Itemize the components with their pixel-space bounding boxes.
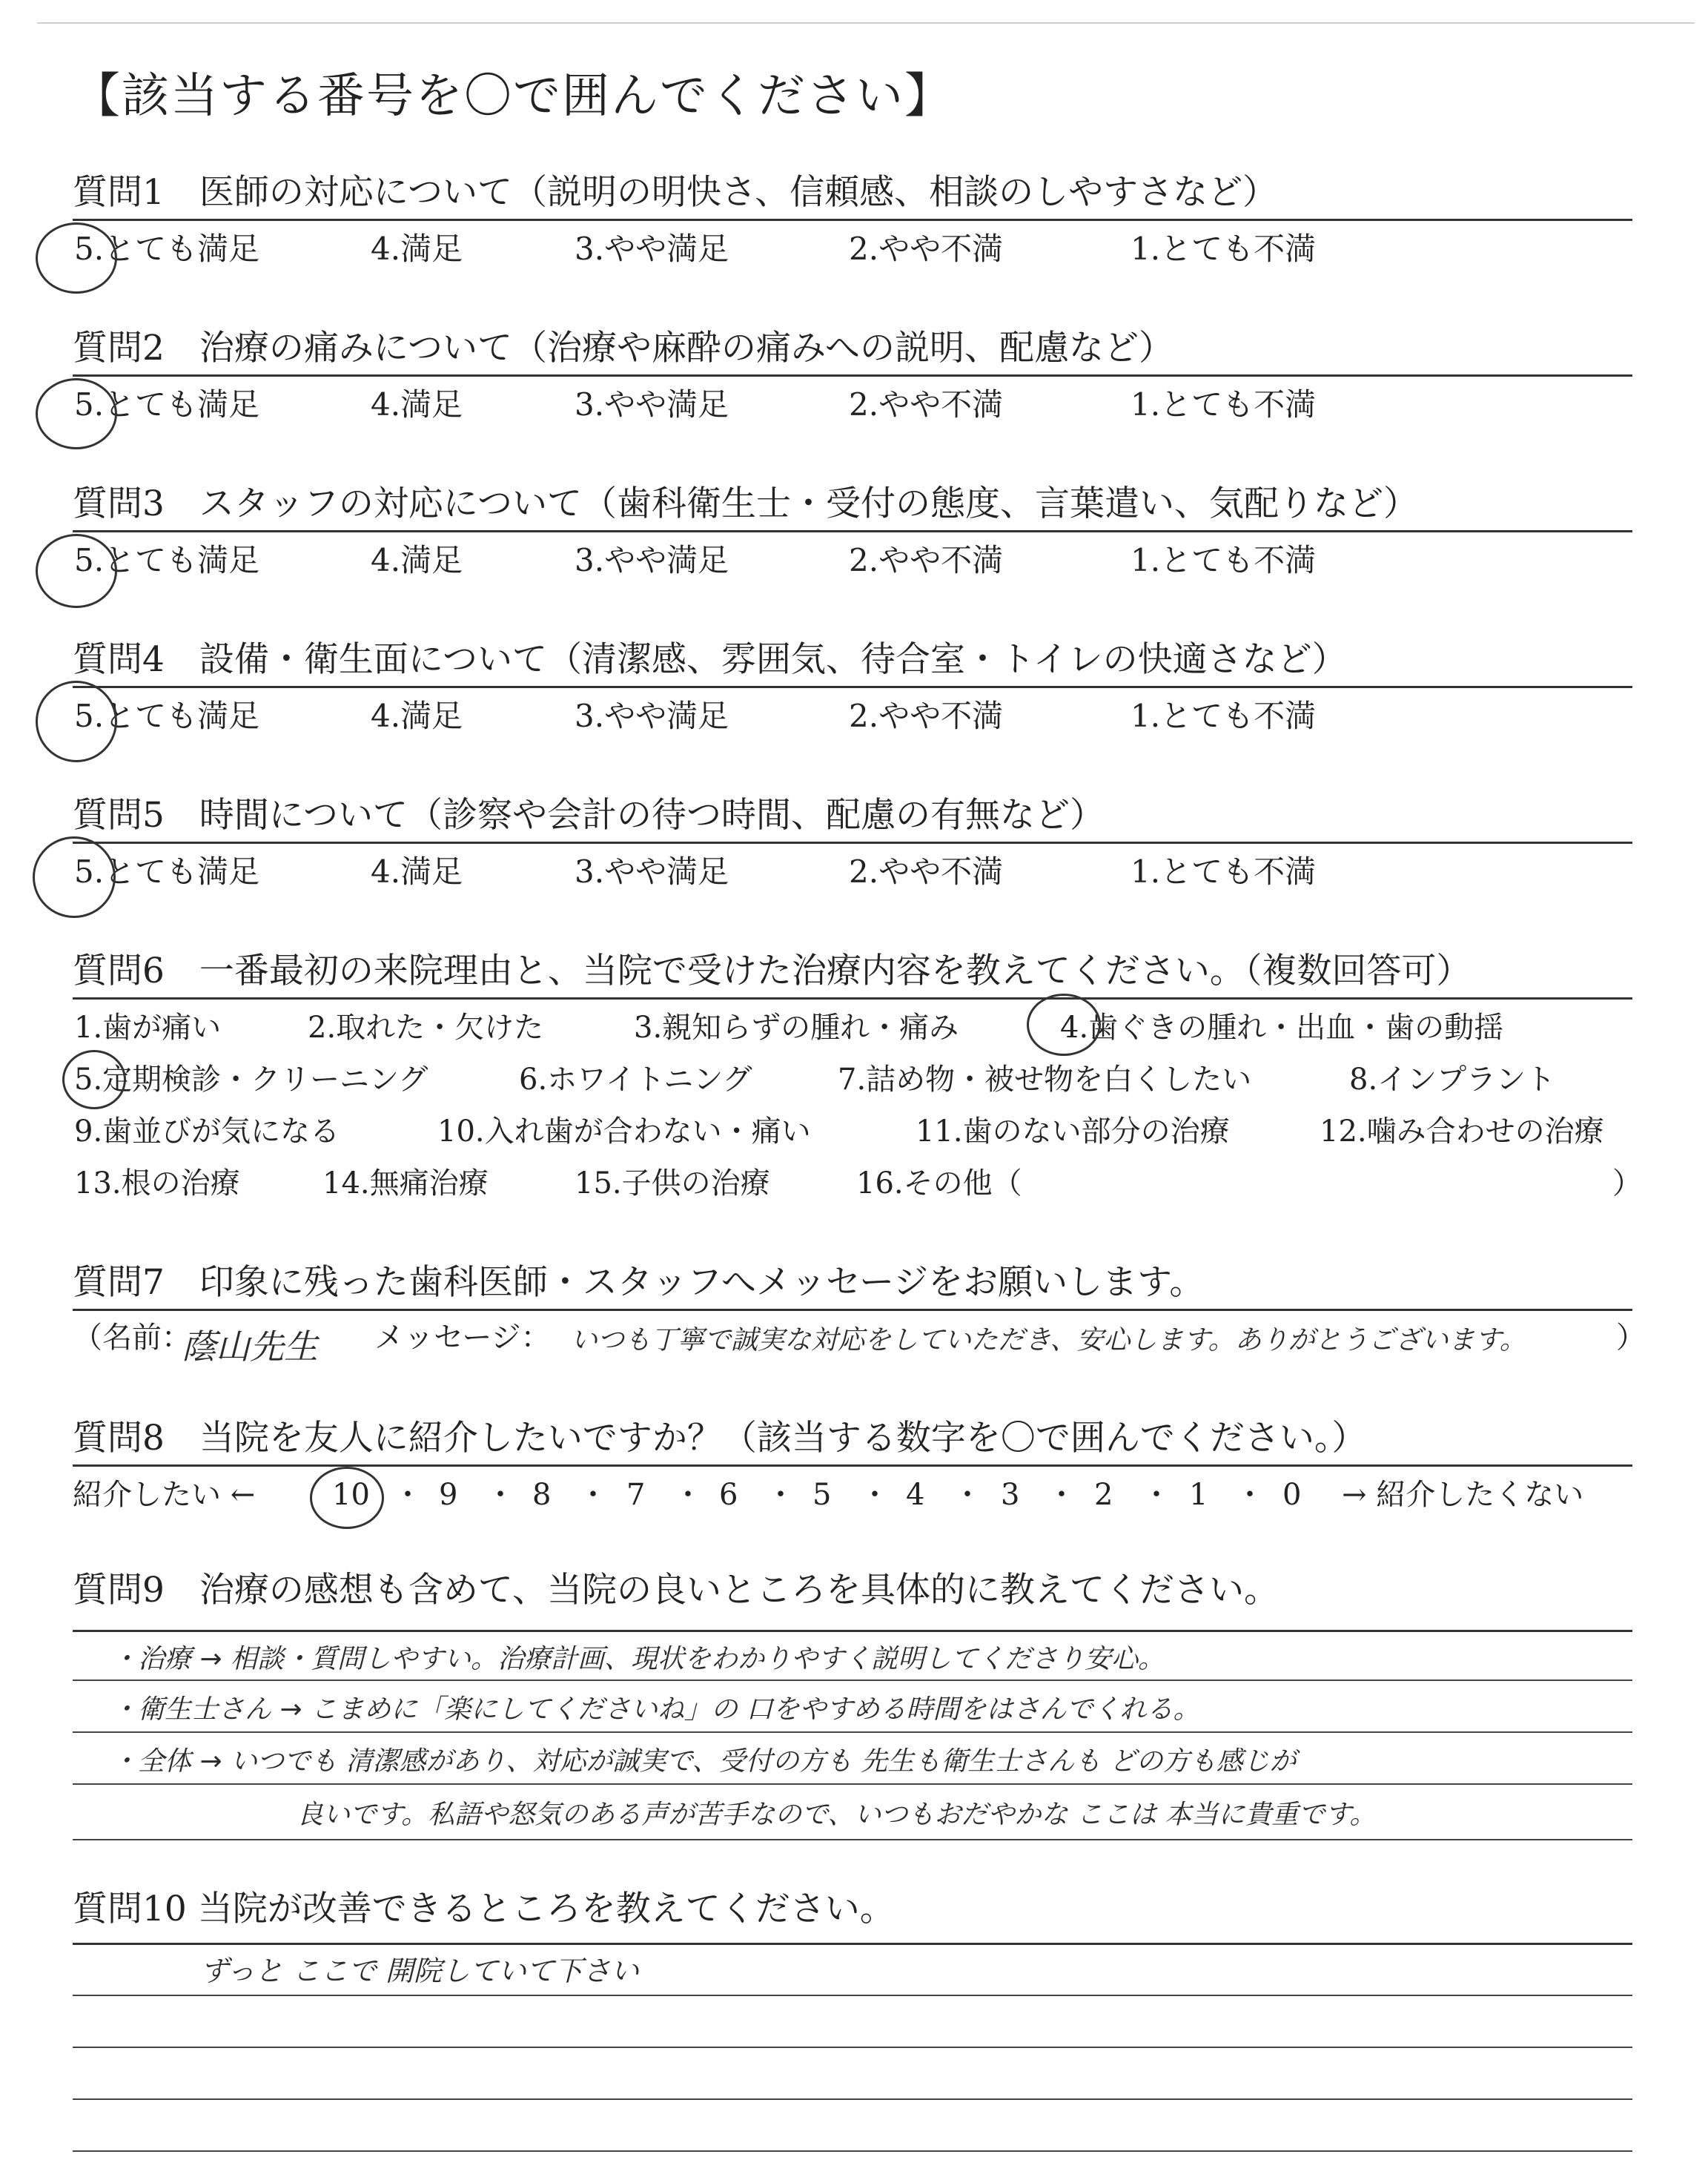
q5-option-4[interactable]: 4.満足 <box>371 853 463 890</box>
q3-option-1[interactable]: 1.とても不満 <box>1131 542 1317 578</box>
q3-option-5[interactable]: 5.とても満足 <box>74 542 260 578</box>
question-10-title: 質問10 当院が改善できるところを教えてください。 <box>73 1889 895 1929</box>
q1-option-3[interactable]: 3.やや満足 <box>575 231 729 267</box>
q3-selection-circle <box>36 534 117 608</box>
q8-scale-sep: ・ <box>860 1478 890 1512</box>
question-9-rule-4 <box>73 1783 1632 1785</box>
q6-option-16[interactable]: 16.その他（ <box>856 1166 1022 1200</box>
q6-option-5[interactable]: 5.定期検診・クリーニング <box>74 1063 428 1097</box>
q6-option-7[interactable]: 7.詰め物・被せ物を白くしたい <box>838 1063 1252 1097</box>
q6-option-16-close: ） <box>1612 1166 1642 1200</box>
q8-scale-sep: ・ <box>1142 1478 1171 1512</box>
question-8-title: 質問8 当院を友人に紹介したいですか？（該当する数字を〇で囲んでください。） <box>73 1418 1367 1459</box>
q2-selection-circle <box>36 378 117 449</box>
q9-answer-line-2[interactable]: ・衛生士さん → こまめに「楽にしてくださいね」の 口をやすめる時間をはさんでくれる。 <box>111 1694 1200 1725</box>
q7-name-label: （名前： <box>73 1321 191 1355</box>
q5-option-1[interactable]: 1.とても不満 <box>1131 853 1317 890</box>
q6-option-12[interactable]: 12.噛み合わせの治療 <box>1320 1114 1604 1149</box>
q8-selection-circle <box>310 1467 384 1529</box>
q7-message-handwritten[interactable]: いつも丁寧で誠実な対応をしていただき、安心します。ありがとうございます。 <box>571 1325 1526 1355</box>
q6-option-1[interactable]: 1.歯が痛い <box>74 1011 222 1045</box>
q8-scale-10[interactable]: 10 <box>332 1478 370 1512</box>
q2-option-5[interactable]: 5.とても満足 <box>74 386 260 423</box>
question-2-rule <box>73 374 1632 377</box>
q5-option-3[interactable]: 3.やや満足 <box>575 853 729 890</box>
q8-right-label: → 紹介したくない <box>1342 1478 1584 1512</box>
q5-option-5[interactable]: 5.とても満足 <box>74 853 260 890</box>
q6-selection-circle-4 <box>1027 994 1101 1056</box>
q7-close-paren: ） <box>1616 1321 1646 1355</box>
q8-scale-sep: ・ <box>953 1478 982 1512</box>
q6-option-13[interactable]: 13.根の治療 <box>74 1166 240 1200</box>
form-heading: 【該当する番号を〇で囲んでください】 <box>73 69 953 124</box>
question-4-rule <box>73 686 1632 688</box>
q7-name-handwritten[interactable]: 蔭山先生 <box>182 1327 318 1367</box>
q8-scale-sep: ・ <box>486 1478 515 1512</box>
q4-option-3[interactable]: 3.やや満足 <box>575 698 729 734</box>
q8-scale-9[interactable]: 9 <box>439 1478 458 1512</box>
q6-option-2[interactable]: 2.取れた・欠けた <box>308 1011 544 1045</box>
q8-scale-sep: ・ <box>1047 1478 1076 1512</box>
question-2-title: 質問2 治療の痛みについて（治療や麻酔の痛みへの説明、配慮など） <box>73 328 1174 369</box>
question-10-rule-1 <box>73 1943 1632 1945</box>
q8-left-label: 紹介したい ← <box>73 1478 256 1512</box>
q2-option-1[interactable]: 1.とても不満 <box>1131 386 1317 423</box>
q8-scale-7[interactable]: 7 <box>626 1478 646 1512</box>
q8-scale-sep: ・ <box>578 1478 608 1512</box>
q8-scale-8[interactable]: 8 <box>532 1478 552 1512</box>
question-7-title: 質問7 印象に残った歯科医師・スタッフへメッセージをお願いします。 <box>73 1262 1205 1303</box>
question-5-title: 質問5 時間について（診察や会計の待つ時間、配慮の有無など） <box>73 795 1105 836</box>
q4-option-1[interactable]: 1.とても不満 <box>1131 698 1317 734</box>
q8-scale-5[interactable]: 5 <box>812 1478 832 1512</box>
q4-option-5[interactable]: 5.とても満足 <box>74 698 260 734</box>
q2-option-2[interactable]: 2.やや不満 <box>849 386 1004 423</box>
q8-scale-2[interactable]: 2 <box>1094 1478 1113 1512</box>
q4-option-2[interactable]: 2.やや不満 <box>849 698 1004 734</box>
question-6-title: 質問6 一番最初の来院理由と、当院で受けた治療内容を教えてください。（複数回答可） <box>73 951 1472 991</box>
q3-option-2[interactable]: 2.やや不満 <box>849 542 1004 578</box>
q8-scale-sep: ・ <box>1235 1478 1265 1512</box>
q4-selection-circle <box>36 681 117 762</box>
question-10-rule-2 <box>73 1995 1632 1996</box>
q3-option-3[interactable]: 3.やや満足 <box>575 542 729 578</box>
q7-message-label: メッセージ： <box>374 1321 551 1355</box>
question-9-rule-2 <box>73 1680 1632 1681</box>
page-top-border <box>37 22 1695 24</box>
q3-option-4[interactable]: 4.満足 <box>371 542 463 578</box>
q6-option-3[interactable]: 3.親知らずの腫れ・痛み <box>634 1011 959 1045</box>
q6-option-14[interactable]: 14.無痛治療 <box>322 1166 489 1200</box>
q8-scale-3[interactable]: 3 <box>1001 1478 1020 1512</box>
q8-scale-0[interactable]: 0 <box>1282 1478 1302 1512</box>
question-10-rule-3 <box>73 2047 1632 2048</box>
q1-option-4[interactable]: 4.満足 <box>371 231 463 267</box>
question-9-rule-5 <box>73 1839 1632 1840</box>
q2-option-4[interactable]: 4.満足 <box>371 386 463 423</box>
q6-option-10[interactable]: 10.入れ歯が合わない・痛い <box>437 1114 811 1149</box>
q1-selection-circle <box>36 222 117 294</box>
question-1-title: 質問1 医師の対応について（説明の明快さ、信頼感、相談のしやすさなど） <box>73 172 1278 213</box>
question-1-rule <box>73 219 1632 221</box>
q1-option-2[interactable]: 2.やや不満 <box>849 231 1004 267</box>
q8-scale-sep: ・ <box>673 1478 703 1512</box>
q8-scale-4[interactable]: 4 <box>906 1478 925 1512</box>
q6-option-11[interactable]: 11.歯のない部分の治療 <box>916 1114 1230 1149</box>
q8-scale-6[interactable]: 6 <box>719 1478 738 1512</box>
question-7-rule <box>73 1309 1632 1311</box>
question-9-rule-1 <box>73 1630 1632 1632</box>
question-4-title: 質問4 設備・衛生面について（清潔感、雰囲気、待合室・トイレの快適さなど） <box>73 639 1347 680</box>
question-3-rule <box>73 530 1632 532</box>
q6-option-6[interactable]: 6.ホワイトニング <box>519 1063 752 1097</box>
question-3-title: 質問3 スタッフの対応について（歯科衛生士・受付の態度、言葉遣い、気配りなど） <box>73 483 1418 524</box>
q6-option-4[interactable]: 4.歯ぐきの腫れ・出血・歯の動揺 <box>1060 1011 1504 1045</box>
question-9-rule-3 <box>73 1731 1632 1733</box>
q1-option-1[interactable]: 1.とても不満 <box>1131 231 1317 267</box>
q8-scale-sep: ・ <box>766 1478 795 1512</box>
q9-answer-line-4[interactable]: 良いです。私語や怒気のある声が苦手なので、いつもおだやかな ここは 本当に貴重です。 <box>297 1800 1377 1830</box>
question-10-rule-5 <box>73 2150 1632 2152</box>
q9-answer-line-3[interactable]: ・全体 → いつでも 清潔感があり、対応が誠実で、受付の方も 先生も衛生士さんも どの方も感じが <box>111 1746 1297 1777</box>
q2-option-3[interactable]: 3.やや満足 <box>575 386 729 423</box>
question-10-rule-4 <box>73 2098 1632 2100</box>
q10-answer-line-1[interactable]: ずっと ここで 開院していて下さい <box>200 1955 639 1987</box>
q5-selection-circle <box>33 836 116 918</box>
q8-scale-sep: ・ <box>393 1478 423 1512</box>
q6-selection-circle-5 <box>62 1050 126 1109</box>
q8-scale-1[interactable]: 1 <box>1189 1478 1208 1512</box>
q5-option-2[interactable]: 2.やや不満 <box>849 853 1004 890</box>
question-5-rule <box>73 842 1632 844</box>
question-9-title: 質問9 治療の感想も含めて、当院の良いところを具体的に教えてください。 <box>73 1570 1279 1611</box>
q1-option-5[interactable]: 5.とても満足 <box>74 231 260 267</box>
q6-option-8[interactable]: 8.インプラント <box>1349 1063 1556 1097</box>
q9-answer-line-1[interactable]: ・治療 → 相談・質問しやすい。治療計画、現状をわかりやすく説明してくださり安心。 <box>111 1644 1165 1674</box>
question-6-rule <box>73 997 1632 1000</box>
question-8-rule <box>73 1464 1632 1467</box>
q4-option-4[interactable]: 4.満足 <box>371 698 463 734</box>
q6-option-15[interactable]: 15.子供の治療 <box>575 1166 770 1200</box>
q6-option-9[interactable]: 9.歯並びが気になる <box>74 1114 340 1149</box>
